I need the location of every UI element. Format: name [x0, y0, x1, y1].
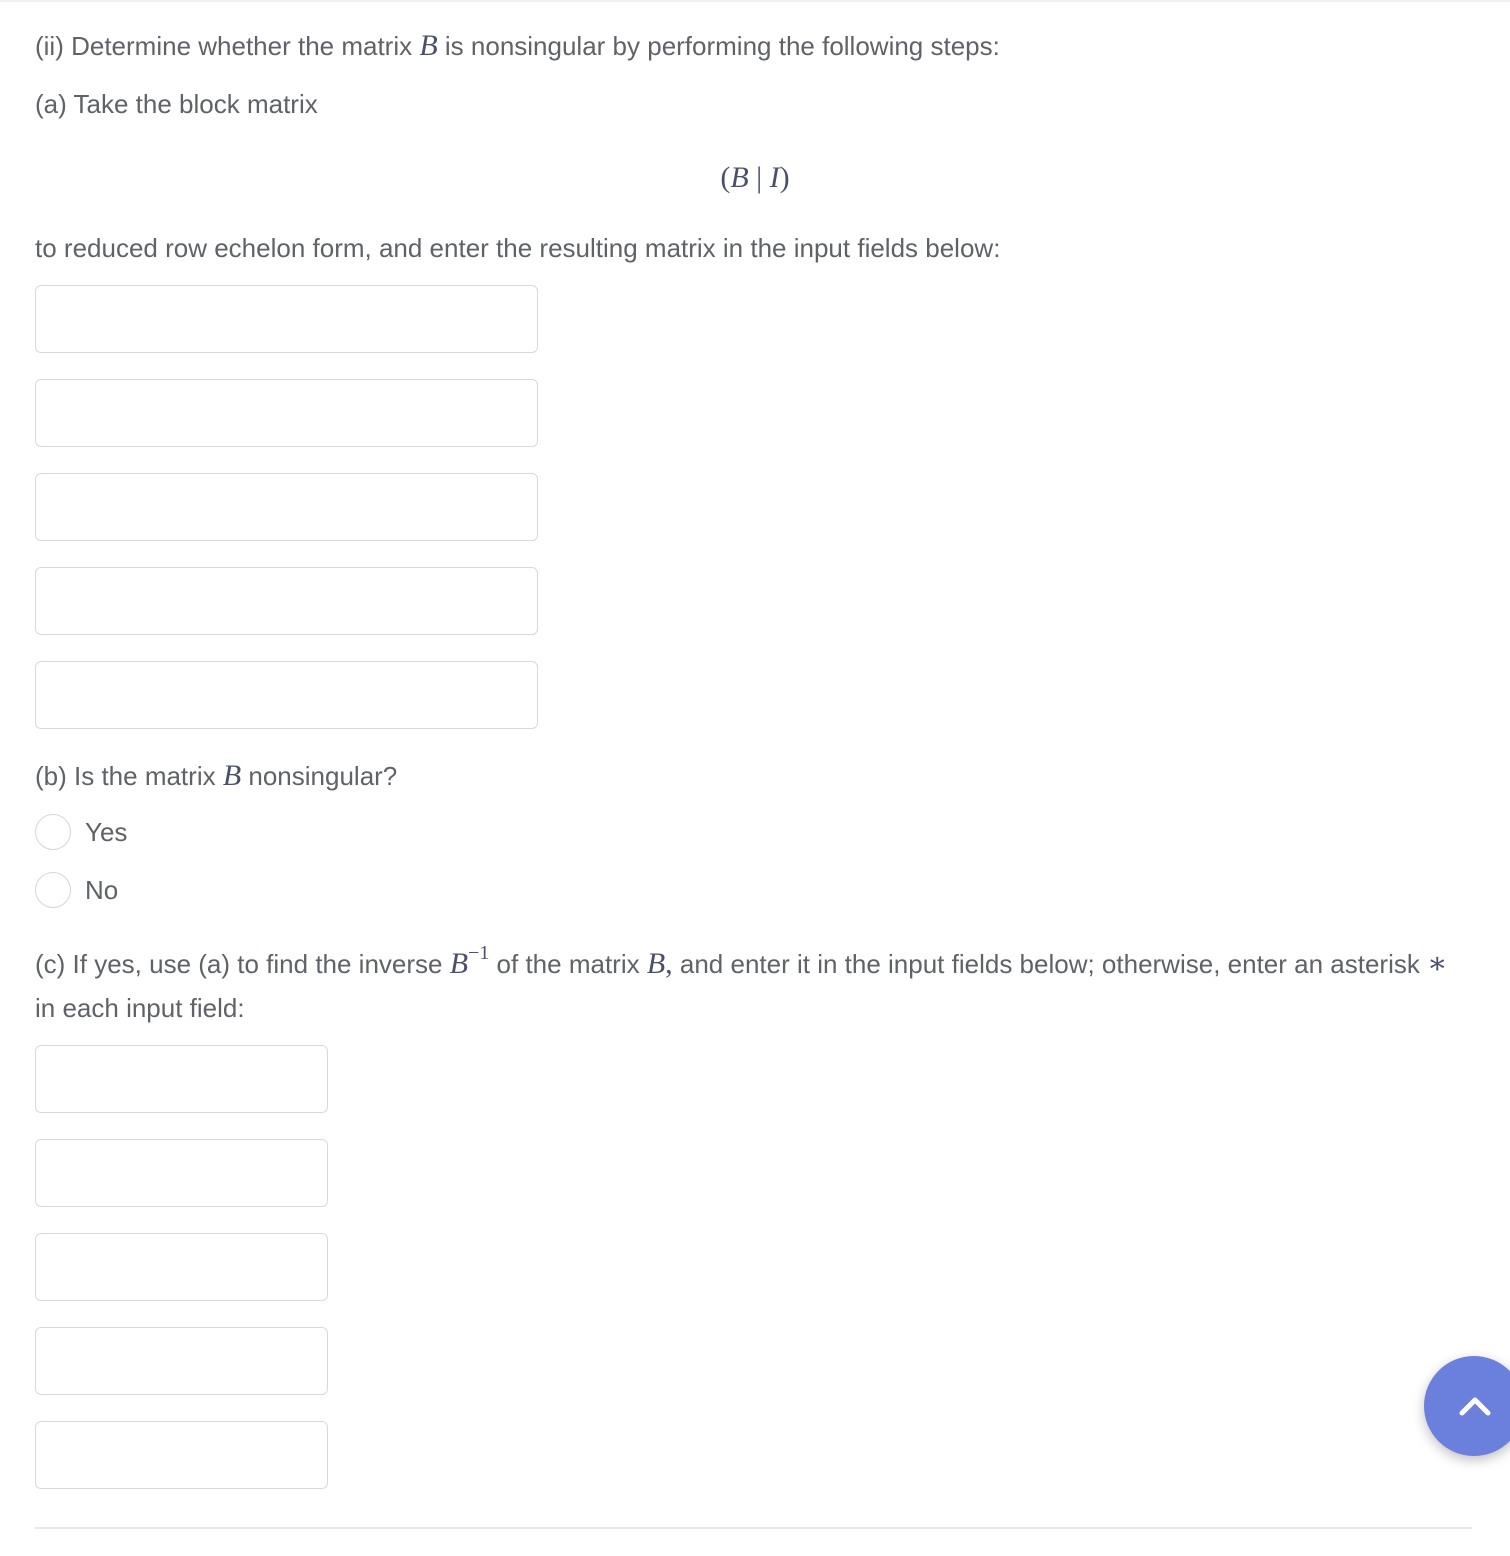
part-ii-heading	[35, 24, 1000, 68]
asterisk-symbol: ∗	[1427, 947, 1448, 980]
matrix-b-symbol: B	[222, 759, 242, 792]
rref-input-row-4[interactable]	[35, 567, 538, 635]
part-ii-prefix: (ii) Determine whether the matrix	[35, 31, 420, 61]
part-c-end: in each input field:	[35, 993, 245, 1023]
part-ii-suffix: is nonsingular by performing the following steps:	[437, 31, 1000, 61]
formula-close-paren: )	[779, 161, 790, 194]
rref-input-row-5[interactable]	[35, 661, 538, 729]
matrix-b-symbol: B	[646, 947, 666, 980]
formula-b: B	[730, 161, 749, 194]
rref-input-row-1[interactable]	[35, 285, 538, 353]
part-c-suffix: and enter it in the input fields below; otherwise, enter an asterisk	[672, 949, 1428, 979]
inverse-b-symbol: B	[449, 947, 469, 980]
radio-option-yes[interactable]	[35, 812, 127, 852]
formula-open-paren: (	[720, 161, 731, 194]
radio-label-yes[interactable]: Yes	[85, 816, 128, 847]
radio-button-yes[interactable]	[35, 814, 71, 850]
rref-input-row-2[interactable]	[35, 379, 538, 447]
part-b-suffix: nonsingular?	[241, 761, 398, 791]
inverse-input-row-5[interactable]	[35, 1421, 328, 1489]
radio-button-no[interactable]	[35, 872, 71, 908]
inverse-input-row-2[interactable]	[35, 1139, 328, 1207]
section-divider	[35, 1527, 1472, 1529]
radio-option-no[interactable]	[35, 870, 118, 910]
inverse-exponent: −1	[468, 942, 490, 964]
inverse-input-row-4[interactable]	[35, 1327, 328, 1395]
inverse-input-row-1[interactable]	[35, 1045, 328, 1113]
part-b-question	[35, 754, 397, 798]
matrix-b-symbol: B	[419, 29, 438, 62]
top-border	[0, 0, 1510, 2]
radio-label-no[interactable]: No	[85, 874, 119, 905]
formula-separator: |	[748, 161, 770, 194]
part-c-instruction	[35, 942, 1455, 1030]
rref-input-row-3[interactable]	[35, 473, 538, 541]
part-a-instruction: to reduced row echelon form, and enter the resulting matrix in the input fields below:	[35, 233, 1001, 263]
chevron-up-icon	[1458, 1395, 1492, 1417]
formula-i: I	[769, 161, 780, 194]
block-matrix-formula	[0, 152, 1510, 202]
inverse-input-row-3[interactable]	[35, 1233, 328, 1301]
part-a-label: (a) Take the block matrix	[35, 89, 318, 119]
part-c-mid: of the matrix	[489, 949, 647, 979]
scroll-to-top-button[interactable]	[1424, 1356, 1510, 1456]
part-c-comma: ,	[665, 947, 673, 980]
part-b-prefix: (b) Is the matrix	[35, 761, 223, 791]
part-c-prefix: (c) If yes, use (a) to find the inverse	[35, 949, 450, 979]
